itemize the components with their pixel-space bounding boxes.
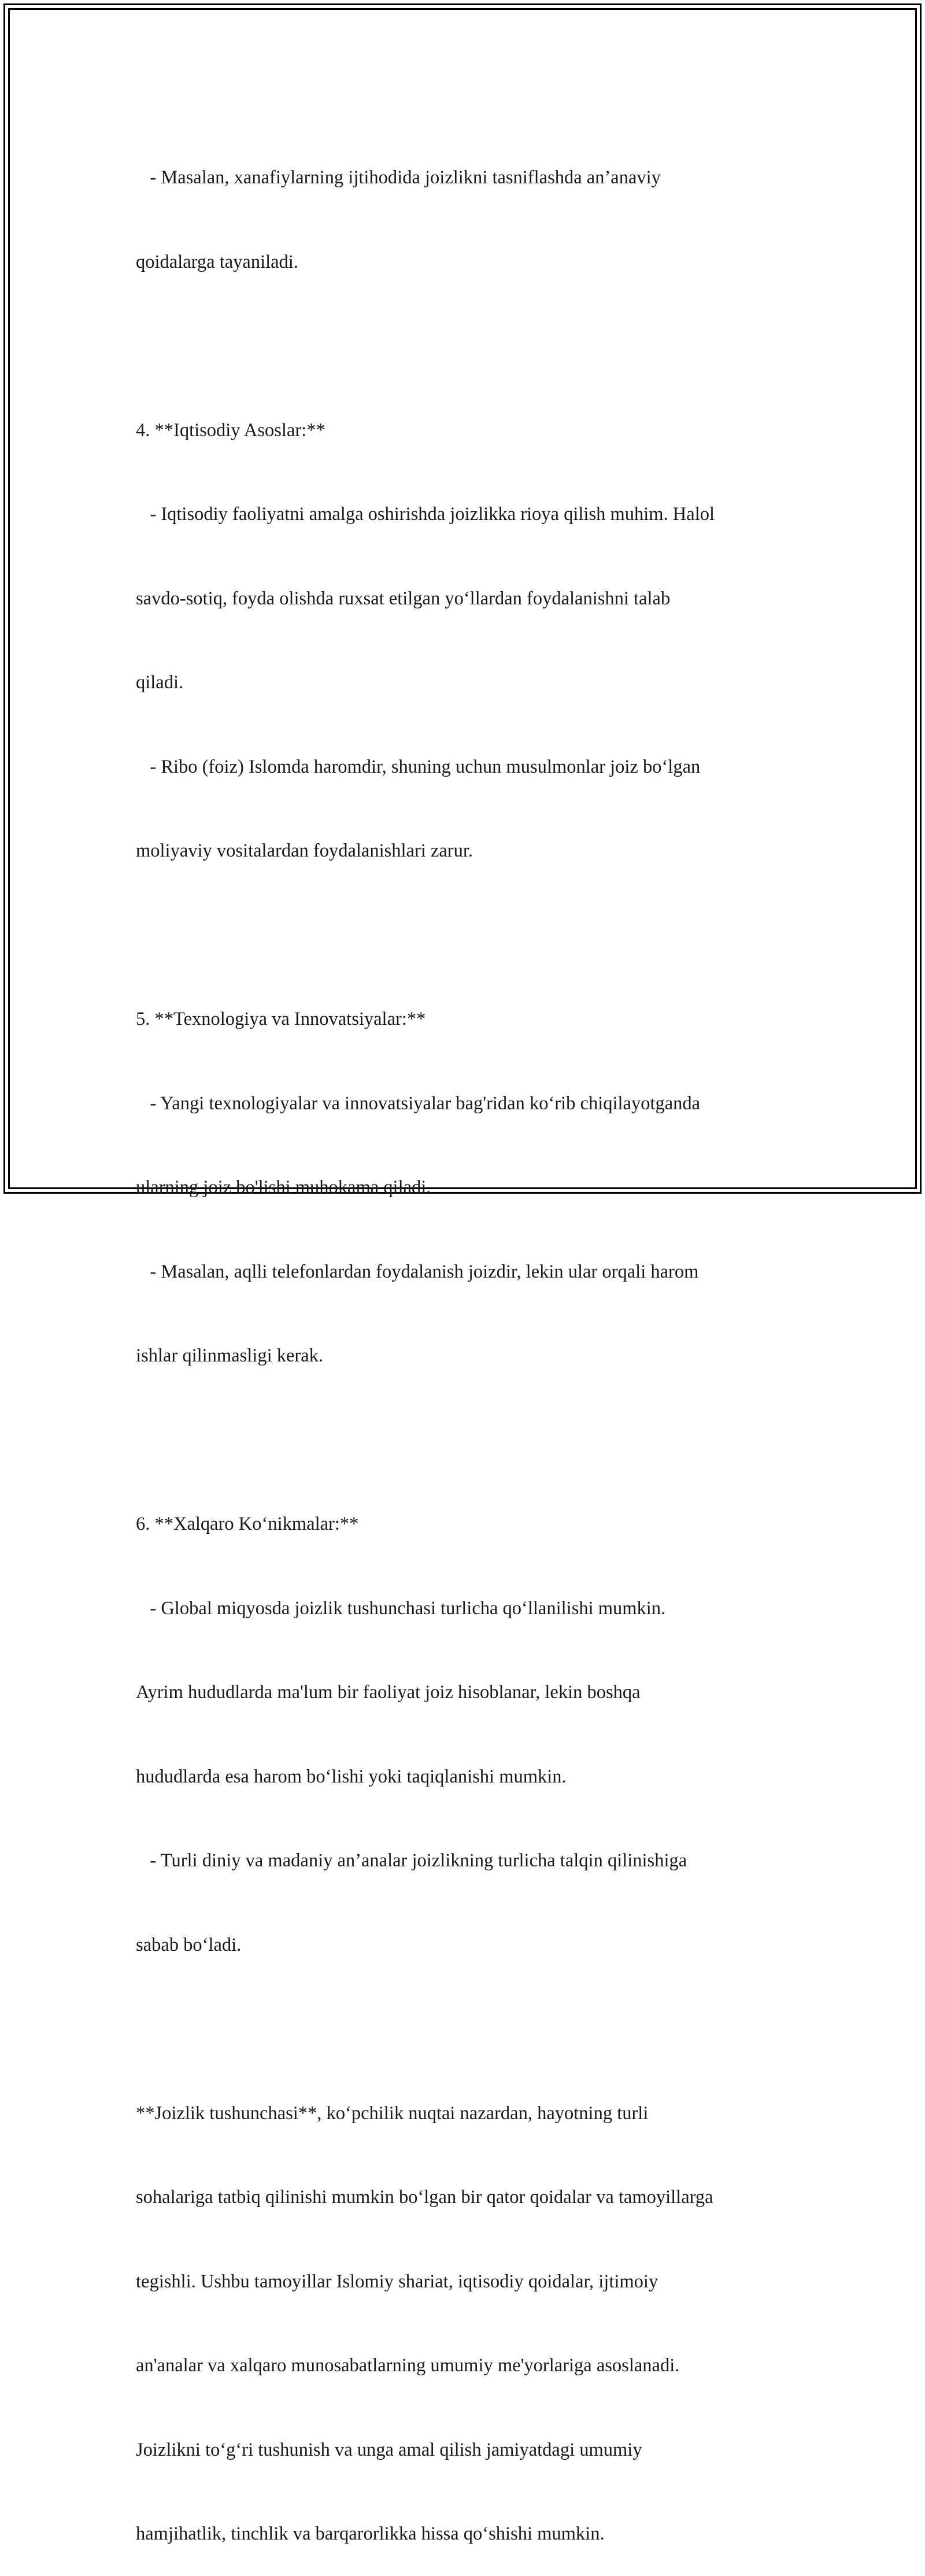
text-line: - Masalan, aqlli telefonlardan foydalanish joizdir, lekin ular orqali harom <box>136 1261 699 1282</box>
paragraph-gap <box>136 921 806 950</box>
text-line: - Masalan, xanafiylarning ijtihodida joizlikni tasniflashda an’anaviy <box>136 167 661 188</box>
section-heading: 5. **Texnologiya va Innovatsiyalar:** <box>136 1009 426 1029</box>
paragraph-gap <box>136 2015 806 2043</box>
conclusion-line: tegishli. Ushbu tamoyillar Islomiy shariat, iqtisodiy qoidalar, ijtimoiy <box>136 2271 658 2292</box>
text-line: sabab bo‘ladi. <box>136 1934 242 1955</box>
text-line: moliyaviy vositalardan foydalanishlari zarur. <box>136 840 473 861</box>
text-line: Ayrim hududlarda ma'lum bir faoliyat joiz hisoblanar, lekin boshqa <box>136 1682 641 1703</box>
document-body <box>136 108 806 2576</box>
text-line: qiladi. <box>136 672 184 693</box>
conclusion-line: **Joizlik tushunchasi**, ko‘pchilik nuqtai nazardan, hayotning turli <box>136 2102 649 2124</box>
conclusion-line: Joizlikni to‘g‘ri tushunish va unga amal qilish jamiyatdagi umumiy <box>136 2439 642 2460</box>
conclusion-line: sohalariga tatbiq qilinishi mumkin bo‘lgan bir qator qoidalar va tamoyillarga <box>136 2187 713 2208</box>
section-heading: 4. **Iqtisodiy Asoslar:** <box>136 419 325 441</box>
conclusion-line: an'analar va xalqaro munosabatlarning umumiy me'yorlariga asoslanadi. <box>136 2355 680 2376</box>
paragraph-gap <box>136 332 806 360</box>
text-line: qoidalarga tayaniladi. <box>136 251 298 272</box>
conclusion-line: hamjihatlik, tinchlik va barqarorlikka hissa qo‘shishi mumkin. <box>136 2523 605 2544</box>
text-line: - Global miqyosda joizlik tushunchasi turlicha qo‘llanilishi mumkin. <box>136 1597 666 1619</box>
text-line: ishlar qilinmasligi kerak. <box>136 1345 324 1366</box>
text-line: - Yangi texnologiyalar va innovatsiyalar bag'ridan ko‘rib chiqilayotganda <box>136 1093 701 1114</box>
text-line: savdo-sotiq, foyda olishda ruxsat etilgan yo‘llardan foydalanishni talab <box>136 588 671 609</box>
text-line: - Turli diniy va madaniy an’analar joizlikning turlicha talqin qilinishiga <box>136 1850 687 1871</box>
text-line: ularning joiz bo'lishi muhokama qiladi. <box>136 1177 431 1198</box>
text-line: - Ribo (foiz) Islomda haromdir, shuning uchun musulmonlar joiz bo‘lgan <box>136 756 701 777</box>
section-heading: 6. **Xalqaro Ko‘nikmalar:** <box>136 1514 359 1534</box>
text-line: hududlarda esa harom bo‘lishi yoki taqiqlanishi mumkin. <box>136 1766 567 1787</box>
paragraph-gap <box>136 1426 806 1455</box>
text-line: - Iqtisodiy faoliyatni amalga oshirishda joizlikka rioya qilish muhim. Halol <box>136 504 715 525</box>
